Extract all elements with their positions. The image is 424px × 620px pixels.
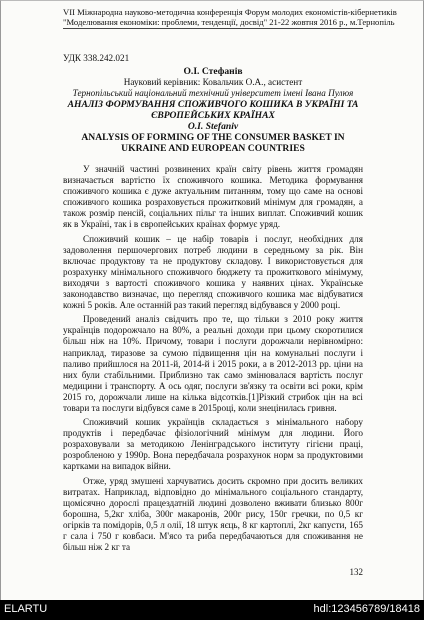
udc-code: УДК 338.242.021 <box>63 53 130 63</box>
affiliation: Тернопільський національний технічний університет імені Івана Пулюя <box>72 88 354 98</box>
paragraph: У значній частині розвинених країн світу рівень життя громадян визначається вартістю їх споживчого кошика. Методика формування споживчого кошика є дуже актуальним питанням, тому що саме на основі споживчого кошика розраховується прожитковий мінімум для громадян, а також розмір пенсій, соціальних пільг та інших виплат. Споживчий кошик як в Україні, так і в європейських країнах формує уряд. <box>63 164 363 230</box>
repository-name: ELARTU <box>4 603 48 615</box>
article-body <box>63 164 363 553</box>
paragraph: Споживчий кошик українців складається з мінімального набору продуктів і передбачає фізіологічний мінімум для людини. Його розраховували за методикою Ленінградського інституту гігієни праці, розробленою у 1990р. Вона передбачала розрахунок норм за продуктовими картками на випадок війни. <box>63 417 363 472</box>
paragraph: Споживчий кошик – це набір товарів і послуг, необхідних для задоволення першочергових потреб людини в середньому за рік. Він включає продуктову та не продуктову складову. І використовується для розрахунку мінімального споживчого бюджету та прожиткового мінімуму, виходячи з вартості споживчого кошика у наявних цінах. Українське законодавство визначає, що перегляд споживчого кошика має відбуватися кожні 5 років. Але останній раз такий перегляд відбувався у 2000 році. <box>63 233 363 311</box>
title-ua-line2: ЄВРОПЕЙСЬКИХ КРАЇНАХ <box>151 110 275 121</box>
paragraph: Отже, уряд змушені харчуватись досить скромно при досить великих витратах. Наприклад, відповідно до мінімального соціального стандарту, щомісячно дорослі працездатній людині дозволено вживати близько 800г борошна, 5,2кг хліба, 300г макаронів, 200г рису, 150г гречки, по 0,5 кг огірків та помідорів, 0,5 л олії, 18 штук яєць, 8 кг картоплі, 2кг капусти, 165 г сала і 750 г ковбаси. М'ясо та риба передбачаються для споживання не більш ніж 2 кг та <box>63 475 363 553</box>
author-name-en: O.I. Stefaniv <box>187 121 239 132</box>
page-number: 132 <box>349 567 363 577</box>
title-ua-line1: АНАЛІЗ ФОРМУВАННЯ СПОЖИВЧОГО КОШИКА В УКРАЇНІ ТА <box>67 99 359 110</box>
author-name: О.І. Стефанів <box>183 66 243 77</box>
conference-header-line2: "Моделювання економіки: проблеми, тенденції, досвід" 21-22 жовтня 2016 р., м.Тернопіль <box>63 17 395 27</box>
document-page <box>63 1 397 577</box>
conference-header-line1: VII Міжнародна науково-методична конференція Форум молодих економістів-кібернетиків <box>63 7 397 17</box>
repository-footer-bar <box>0 600 424 620</box>
handle-id: hdl:123456789/18418 <box>313 603 420 615</box>
supervisor: Науковий керівник: Ковальчик О.А., асистент <box>123 77 303 87</box>
title-en-line1: ANALYSIS OF FORMING OF THE CONSUMER BASKET IN <box>81 132 345 143</box>
title-en-line2: UKRAINE AND EUROPEAN COUNTRIES <box>121 143 305 154</box>
paragraph: Проведений аналіз свідчить про те, що тільки з 2010 року життя українців подорожчало на 80%, а реальні доходи при цьому скоротилися більш ніж на 10%. Причому, товари і послуги дорожчали нерівномірно: наприклад, тиразове за сумою підвищення цін на комунальні послуги і паливо прийшлося на 2011-й, 2014-й і 2015 роки, а в 2012-2013 рр. ціни на них були стабільними. Приблизно так само змінювалася вартість послуг медицини і транспорту. А ось одяг, послуги зв'язку та освіти всі роки, крім 2015 го, дорожчали лише на кілька відсотків.[1]Різкий стрибок цін на всі товари та послуги відбувся саме в 2015році, коли знецінилась гривня. <box>63 314 363 413</box>
header-rule <box>63 28 363 29</box>
